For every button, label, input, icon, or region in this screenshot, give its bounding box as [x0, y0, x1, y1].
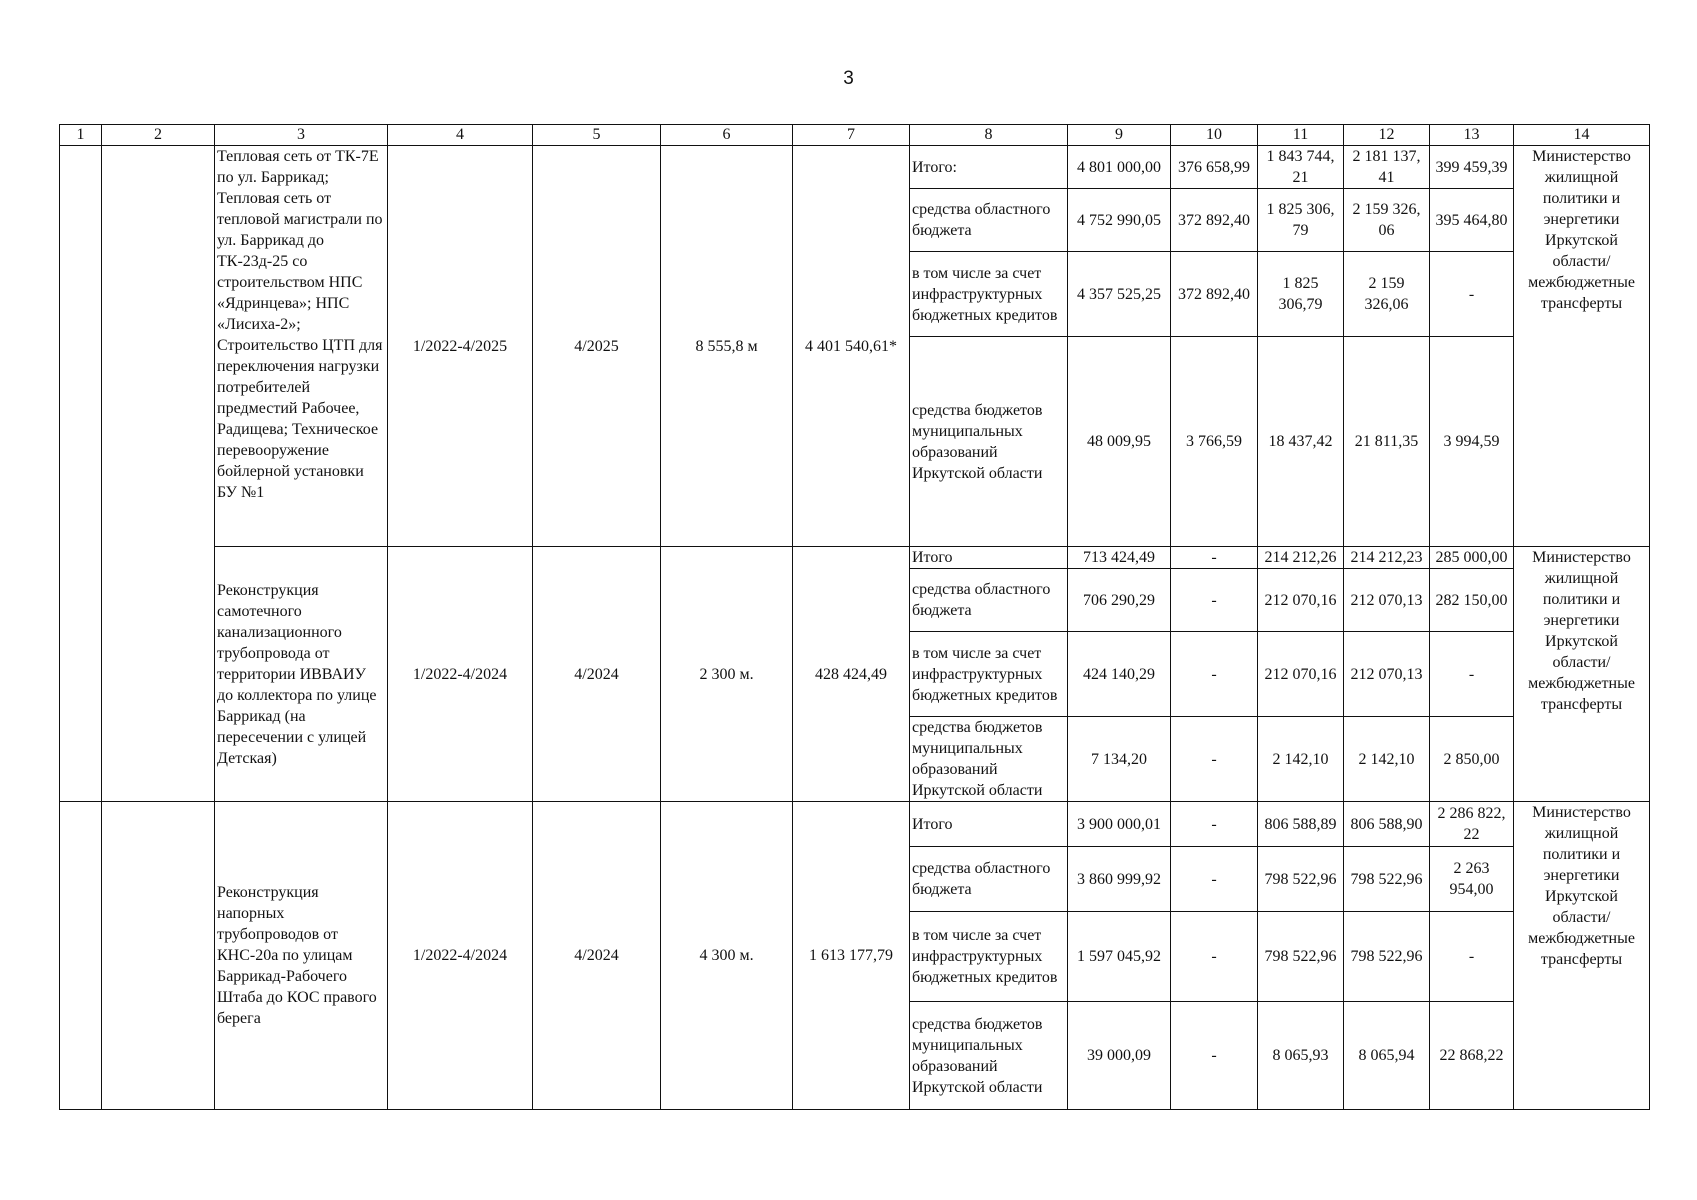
object-name: Тепловая сеть от ТК-7Е по ул. Баррикад; Тепловая сеть от тепловой магистрали по ул. Баррикад до ТК-23д-25 со строительством НПС «Ядринцева»; НПС «Лисиха-2»; Строительство ЦТП для переключения нагрузки потребителей предместий Рабочее, Радищева; Техническое перевооружение бойлерной установки БУ №1: [215, 146, 388, 547]
column-header: 8: [910, 125, 1068, 146]
amount-2025: 282 150,00: [1430, 569, 1514, 632]
amount-2022: 372 892,40: [1171, 252, 1258, 337]
implementation-period: 1/2022-4/2025: [388, 146, 533, 547]
amount-2022: -: [1171, 912, 1258, 1002]
amount-2022: -: [1171, 569, 1258, 632]
column-header: 3: [215, 125, 388, 146]
implementation-period: 1/2022-4/2024: [388, 802, 533, 1110]
amount-total: 3 900 000,01: [1068, 802, 1171, 847]
amount-2024: 8 065,94: [1344, 1002, 1430, 1110]
column-header: 1: [60, 125, 102, 146]
amount-total: 48 009,95: [1068, 337, 1171, 547]
completion-date: 4/2025: [533, 146, 661, 547]
investment-table: [59, 124, 1650, 1110]
amount-2025: -: [1430, 632, 1514, 717]
amount-2022: 3 766,59: [1171, 337, 1258, 547]
amount-2025: -: [1430, 252, 1514, 337]
amount-2022: -: [1171, 847, 1258, 912]
amount-2023: 18 437,42: [1258, 337, 1344, 547]
amount-total: 706 290,29: [1068, 569, 1171, 632]
amount-2025: 395 464,80: [1430, 189, 1514, 252]
row-code-cell: [102, 146, 215, 802]
table-row: [60, 802, 1650, 847]
capacity: 2 300 м.: [661, 547, 793, 802]
capacity: 8 555,8 м: [661, 146, 793, 547]
amount-2025: 2 850,00: [1430, 717, 1514, 802]
funding-source: средства областного бюджета: [910, 569, 1068, 632]
amount-total: 4 357 525,25: [1068, 252, 1171, 337]
amount-2023: 212 070,16: [1258, 569, 1344, 632]
amount-total: 3 860 999,92: [1068, 847, 1171, 912]
column-header: 14: [1514, 125, 1650, 146]
table-row: [60, 146, 1650, 189]
amount-2024: 2 181 137, 41: [1344, 146, 1430, 189]
amount-2023: 214 212,26: [1258, 547, 1344, 569]
amount-2022: -: [1171, 547, 1258, 569]
amount-total: 1 597 045,92: [1068, 912, 1171, 1002]
amount-total: 39 000,09: [1068, 1002, 1171, 1110]
column-header: 5: [533, 125, 661, 146]
amount-2022: -: [1171, 802, 1258, 847]
amount-2023: 212 070,16: [1258, 632, 1344, 717]
amount-2025: 22 868,22: [1430, 1002, 1514, 1110]
amount-2023: 798 522,96: [1258, 847, 1344, 912]
amount-total: 713 424,49: [1068, 547, 1171, 569]
column-header: 2: [102, 125, 215, 146]
amount-2023: 1 843 744, 21: [1258, 146, 1344, 189]
column-header: 7: [793, 125, 910, 146]
amount-2024: 212 070,13: [1344, 569, 1430, 632]
amount-2024: 214 212,23: [1344, 547, 1430, 569]
amount-total: 424 140,29: [1068, 632, 1171, 717]
column-header: 9: [1068, 125, 1171, 146]
responsible-ministry: Министерство жилищной политики и энергетики Иркутской области/ межбюджетные трансферты: [1514, 146, 1650, 547]
funding-source: средства бюджетов муниципальных образований Иркутской области: [910, 717, 1068, 802]
funding-source: Итого: [910, 802, 1068, 847]
funding-source: средства областного бюджета: [910, 847, 1068, 912]
column-header: 10: [1171, 125, 1258, 146]
estimated-cost: 428 424,49: [793, 547, 910, 802]
object-name: Реконструкция напорных трубопроводов от КНС-20а по улицам Баррикад-Рабочего Штаба до КОС правого берега: [215, 802, 388, 1110]
amount-2025: 2 286 822, 22: [1430, 802, 1514, 847]
amount-total: 4 752 990,05: [1068, 189, 1171, 252]
completion-date: 4/2024: [533, 802, 661, 1110]
amount-2022: -: [1171, 632, 1258, 717]
amount-2023: 1 825 306, 79: [1258, 189, 1344, 252]
funding-source: в том числе за счет инфраструктурных бюджетных кредитов: [910, 912, 1068, 1002]
completion-date: 4/2024: [533, 547, 661, 802]
estimated-cost: 4 401 540,61*: [793, 146, 910, 547]
amount-2022: -: [1171, 1002, 1258, 1110]
amount-2022: 376 658,99: [1171, 146, 1258, 189]
amount-2023: 806 588,89: [1258, 802, 1344, 847]
amount-2025: 285 000,00: [1430, 547, 1514, 569]
funding-source: средства областного бюджета: [910, 189, 1068, 252]
page-number: 3: [843, 68, 854, 89]
amount-2022: 372 892,40: [1171, 189, 1258, 252]
amount-2024: 212 070,13: [1344, 632, 1430, 717]
amount-2023: 798 522,96: [1258, 912, 1344, 1002]
amount-2023: 8 065,93: [1258, 1002, 1344, 1110]
amount-2025: 399 459,39: [1430, 146, 1514, 189]
estimated-cost: 1 613 177,79: [793, 802, 910, 1110]
column-header: 6: [661, 125, 793, 146]
table-row: [60, 547, 1650, 569]
amount-total: 4 801 000,00: [1068, 146, 1171, 189]
funding-source: средства бюджетов муниципальных образований Иркутской области: [910, 337, 1068, 547]
responsible-ministry: Министерство жилищной политики и энергетики Иркутской области/ межбюджетные трансферты: [1514, 547, 1650, 802]
funding-source: средства бюджетов муниципальных образований Иркутской области: [910, 1002, 1068, 1110]
amount-2024: 2 142,10: [1344, 717, 1430, 802]
responsible-ministry: Министерство жилищной политики и энергетики Иркутской области/ межбюджетные трансферты: [1514, 802, 1650, 1110]
row-number-cell: [60, 146, 102, 802]
amount-2024: 798 522,96: [1344, 912, 1430, 1002]
capacity: 4 300 м.: [661, 802, 793, 1110]
funding-source: в том числе за счет инфраструктурных бюджетных кредитов: [910, 632, 1068, 717]
amount-2024: 2 159 326,06: [1344, 252, 1430, 337]
column-header: 4: [388, 125, 533, 146]
amount-2024: 21 811,35: [1344, 337, 1430, 547]
amount-2024: 806 588,90: [1344, 802, 1430, 847]
object-name: Реконструкция самотечного канализационного трубопровода от территории ИВВАИУ до коллектора по улице Баррикад (на пересечении с улицей Детская): [215, 547, 388, 802]
row-code-cell: [102, 802, 215, 1110]
amount-2023: 2 142,10: [1258, 717, 1344, 802]
row-number-cell: [60, 802, 102, 1110]
column-header: 12: [1344, 125, 1430, 146]
funding-source: Итого:: [910, 146, 1068, 189]
funding-source: в том числе за счет инфраструктурных бюджетных кредитов: [910, 252, 1068, 337]
column-number-row: [60, 125, 1650, 146]
implementation-period: 1/2022-4/2024: [388, 547, 533, 802]
amount-2025: 2 263 954,00: [1430, 847, 1514, 912]
amount-2023: 1 825 306,79: [1258, 252, 1344, 337]
column-header: 13: [1430, 125, 1514, 146]
amount-2024: 2 159 326, 06: [1344, 189, 1430, 252]
amount-2025: -: [1430, 912, 1514, 1002]
amount-2022: -: [1171, 717, 1258, 802]
amount-total: 7 134,20: [1068, 717, 1171, 802]
amount-2024: 798 522,96: [1344, 847, 1430, 912]
column-header: 11: [1258, 125, 1344, 146]
amount-2025: 3 994,59: [1430, 337, 1514, 547]
funding-source: Итого: [910, 547, 1068, 569]
